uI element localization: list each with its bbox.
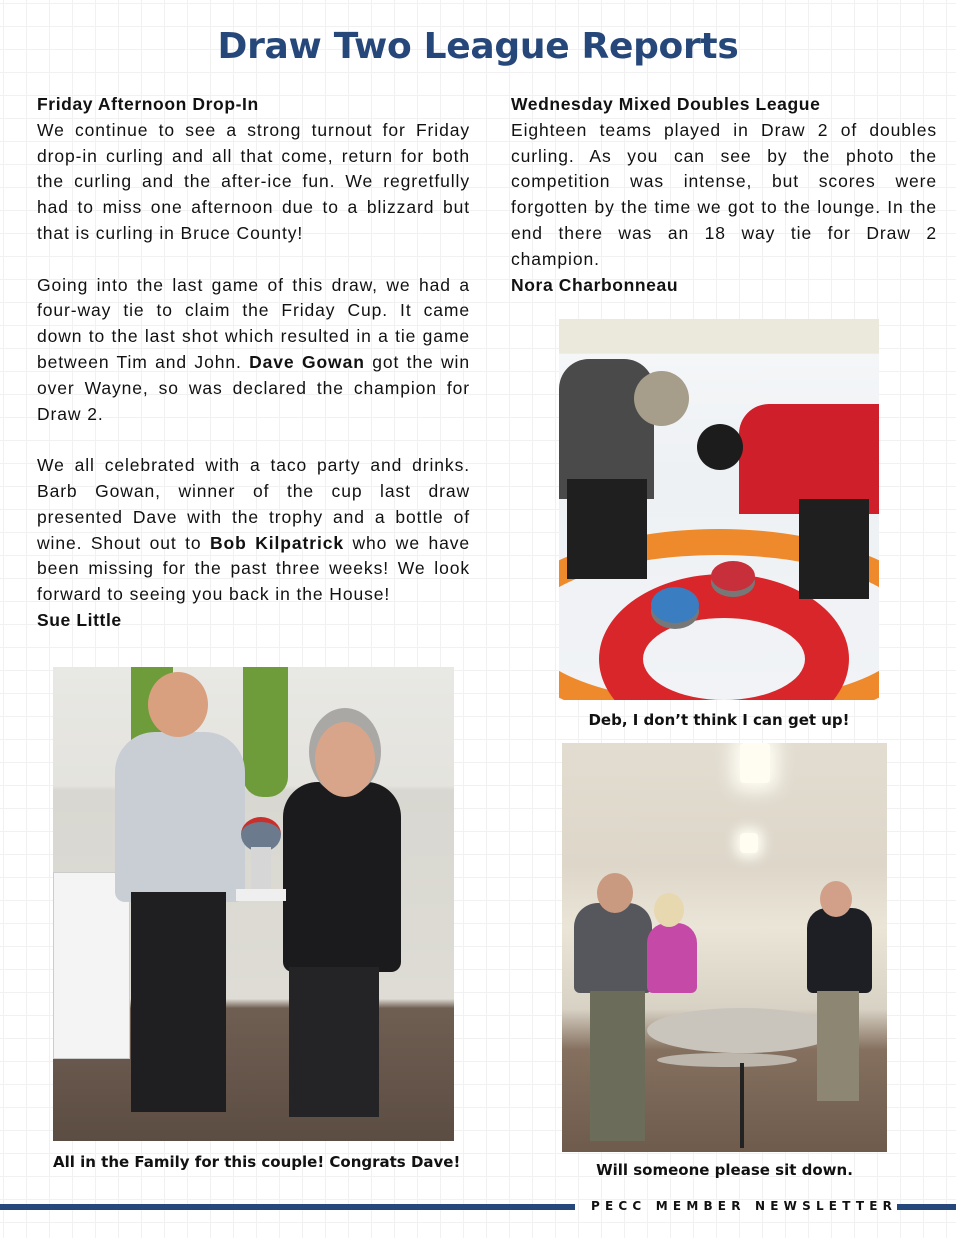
winner-name: Dave Gowan xyxy=(249,351,365,372)
wednesday-paragraph-1: Eighteen teams played in Draw 2 of doubles curling. As you can see by the photo the competition was intense, but scores were forgotten by the time we got to the lounge. In the end there was an 18 way tie for Draw 2 champion. xyxy=(511,119,937,269)
friday-paragraph-1: We continue to see a strong turnout for Friday drop-in curling and all that come, return for both the curling and the after-ice fun. We regretfully had to miss one afternoon due to a blizzard but that is curling in Bruce County! xyxy=(37,119,470,243)
photo-lounge xyxy=(562,743,887,1152)
friday-author: Sue Little xyxy=(37,609,122,630)
caption-lounge: Will someone please sit down. xyxy=(596,1161,853,1179)
wednesday-author: Nora Charbonneau xyxy=(511,274,679,295)
friday-p3-text-b: who we have been missing for the past three weeks! We look forward to seeing you back in the House! xyxy=(37,532,471,605)
wednesday-heading: Wednesday Mixed Doubles League xyxy=(511,94,821,114)
friday-p2-text-b: got the win over Wayne, so was declared the champion for Draw 2. xyxy=(37,351,470,424)
caption-trophy-presentation: All in the Family for this couple! Congrats Dave! xyxy=(53,1153,461,1171)
friday-report xyxy=(37,92,470,634)
footer-newsletter-label: PECC MEMBER NEWSLETTER xyxy=(591,1199,898,1213)
footer-bar-left xyxy=(0,1204,575,1210)
friday-paragraph-2 xyxy=(37,273,470,428)
page-title: Draw Two League Reports xyxy=(217,26,739,67)
shoutout-name: Bob Kilpatrick xyxy=(210,532,344,553)
friday-heading: Friday Afternoon Drop-In xyxy=(37,94,259,114)
photo-curling-measure xyxy=(559,319,879,700)
caption-curling-measure: Deb, I don’t think I can get up! xyxy=(588,711,850,729)
photo-trophy-presentation xyxy=(53,667,454,1141)
footer-bar-right xyxy=(897,1204,956,1210)
friday-p3-text-a: We all celebrated with a taco party and drinks. Barb Gowan, winner of the cup last draw presented Dave with the trophy and a bottle of wine. Shout out to xyxy=(37,455,470,553)
friday-paragraph-3 xyxy=(37,453,470,608)
wednesday-report xyxy=(511,92,937,298)
friday-p2-text-a: Going into the last game of this draw, we had a four-way tie to claim the Friday Cup. It came down to the last shot which resulted in a tie game between Tim and John. xyxy=(37,274,470,372)
